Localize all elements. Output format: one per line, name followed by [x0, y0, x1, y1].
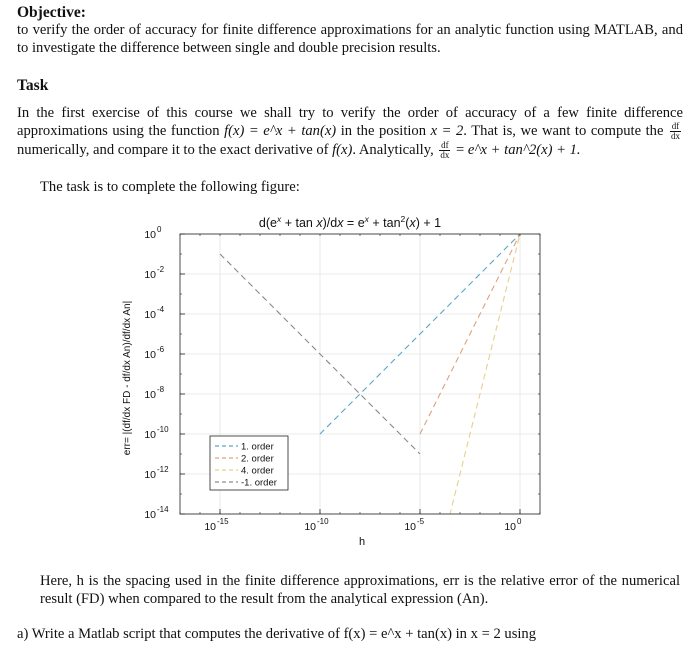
- objective-text: to verify the order of accuracy for finite difference approximations for an analytic function using MATLAB, and to investigate the difference between single and double precision results.: [17, 22, 683, 56]
- error-chart: [110, 208, 570, 548]
- position-expression: x = 2: [430, 123, 464, 139]
- x-tick-label-0: 10: [204, 521, 216, 533]
- caption-paragraph: [40, 572, 680, 608]
- x-tick-label-1: 10: [304, 521, 316, 533]
- legend-label-3: -1. order: [241, 477, 277, 489]
- task-complete-line: The task is to complete the following figure:: [40, 179, 300, 195]
- chart-title: $d(e^x + \tan x)/dx = e^x + \tan^2(x) + 1$: [258, 214, 442, 230]
- y-tick-exponent-7: -14: [157, 505, 169, 514]
- y-tick-label-2: 10: [144, 309, 156, 321]
- chart-legend: [210, 436, 288, 490]
- frac-numerator: df: [671, 121, 680, 132]
- exact-derivative: e^x + tan^2(x) + 1.: [467, 142, 581, 159]
- y-tick-label-1: 10: [144, 269, 156, 281]
- y-tick-label-7: 10: [144, 509, 156, 521]
- task-heading: Task: [17, 77, 49, 94]
- frac-denominator-2: dx: [440, 150, 450, 161]
- legend-label-2: 4. order: [241, 465, 274, 477]
- frac-numerator-2: df: [441, 140, 449, 151]
- y-tick-label-3: 10: [144, 349, 156, 361]
- fx-expression: f(x): [332, 142, 353, 159]
- task-text-6: =: [452, 142, 465, 159]
- task-text-3: . That is, we want to compute the: [463, 123, 668, 139]
- task-text-2: in the position: [336, 123, 431, 139]
- objective-heading: Objective:: [17, 4, 86, 21]
- derivative-fraction: [670, 122, 681, 141]
- y-tick-exponent-2: -4: [157, 305, 165, 314]
- y-tick-exponent-3: -6: [157, 345, 165, 354]
- task-text-1: In the first exercise of this course we shall try to verify the order of accuracy of a few finite difference approximations using the function: [17, 105, 683, 139]
- caption-text: Here, h is the spacing used in the finite difference approximations, err is the relative error of the numerical result (FD) when compared to the result from the analytical expression (An).: [40, 573, 680, 607]
- task-paragraph: [17, 104, 683, 160]
- x-axis-label: h: [358, 536, 366, 548]
- x-tick-exponent-2: -5: [417, 517, 425, 526]
- frac-denominator: dx: [671, 131, 680, 142]
- y-tick-label-4: 10: [144, 389, 156, 401]
- task-text-4: numerically, and compare it to the exact derivative of: [17, 142, 333, 159]
- task-text-5: . Analytically,: [352, 142, 438, 159]
- y-tick-exponent-1: -2: [157, 265, 165, 274]
- chart-background: [110, 208, 570, 538]
- y-tick-exponent-4: -8: [157, 385, 165, 394]
- x-tick-exponent-0: -15: [217, 517, 229, 526]
- legend-label-0: 1. order: [241, 441, 274, 453]
- y-tick-exponent-0: 0: [157, 225, 162, 234]
- x-tick-exponent-3: 0: [517, 517, 522, 526]
- y-tick-label-0: 10: [144, 229, 156, 241]
- y-tick-label-6: 10: [144, 469, 156, 481]
- legend-label-1: 2. order: [241, 453, 274, 465]
- y-tick-exponent-5: -10: [157, 425, 169, 434]
- x-tick-exponent-1: -10: [317, 517, 329, 526]
- derivative-fraction-2: [439, 141, 450, 160]
- y-tick-exponent-6: -12: [157, 465, 169, 474]
- x-tick-label-3: 10: [504, 521, 516, 533]
- x-tick-label-2: 10: [404, 521, 416, 533]
- y-tick-label-5: 10: [144, 429, 156, 441]
- y-axis-label: err= |(df/dx FD - df/dx An)/df/dx An|: [122, 300, 133, 456]
- item-a: a) Write a Matlab script that computes the derivative of f(x) = e^x + tan(x) in x = 2 using: [17, 626, 537, 642]
- function-expression: f(x) = e^x + tan(x): [224, 123, 337, 139]
